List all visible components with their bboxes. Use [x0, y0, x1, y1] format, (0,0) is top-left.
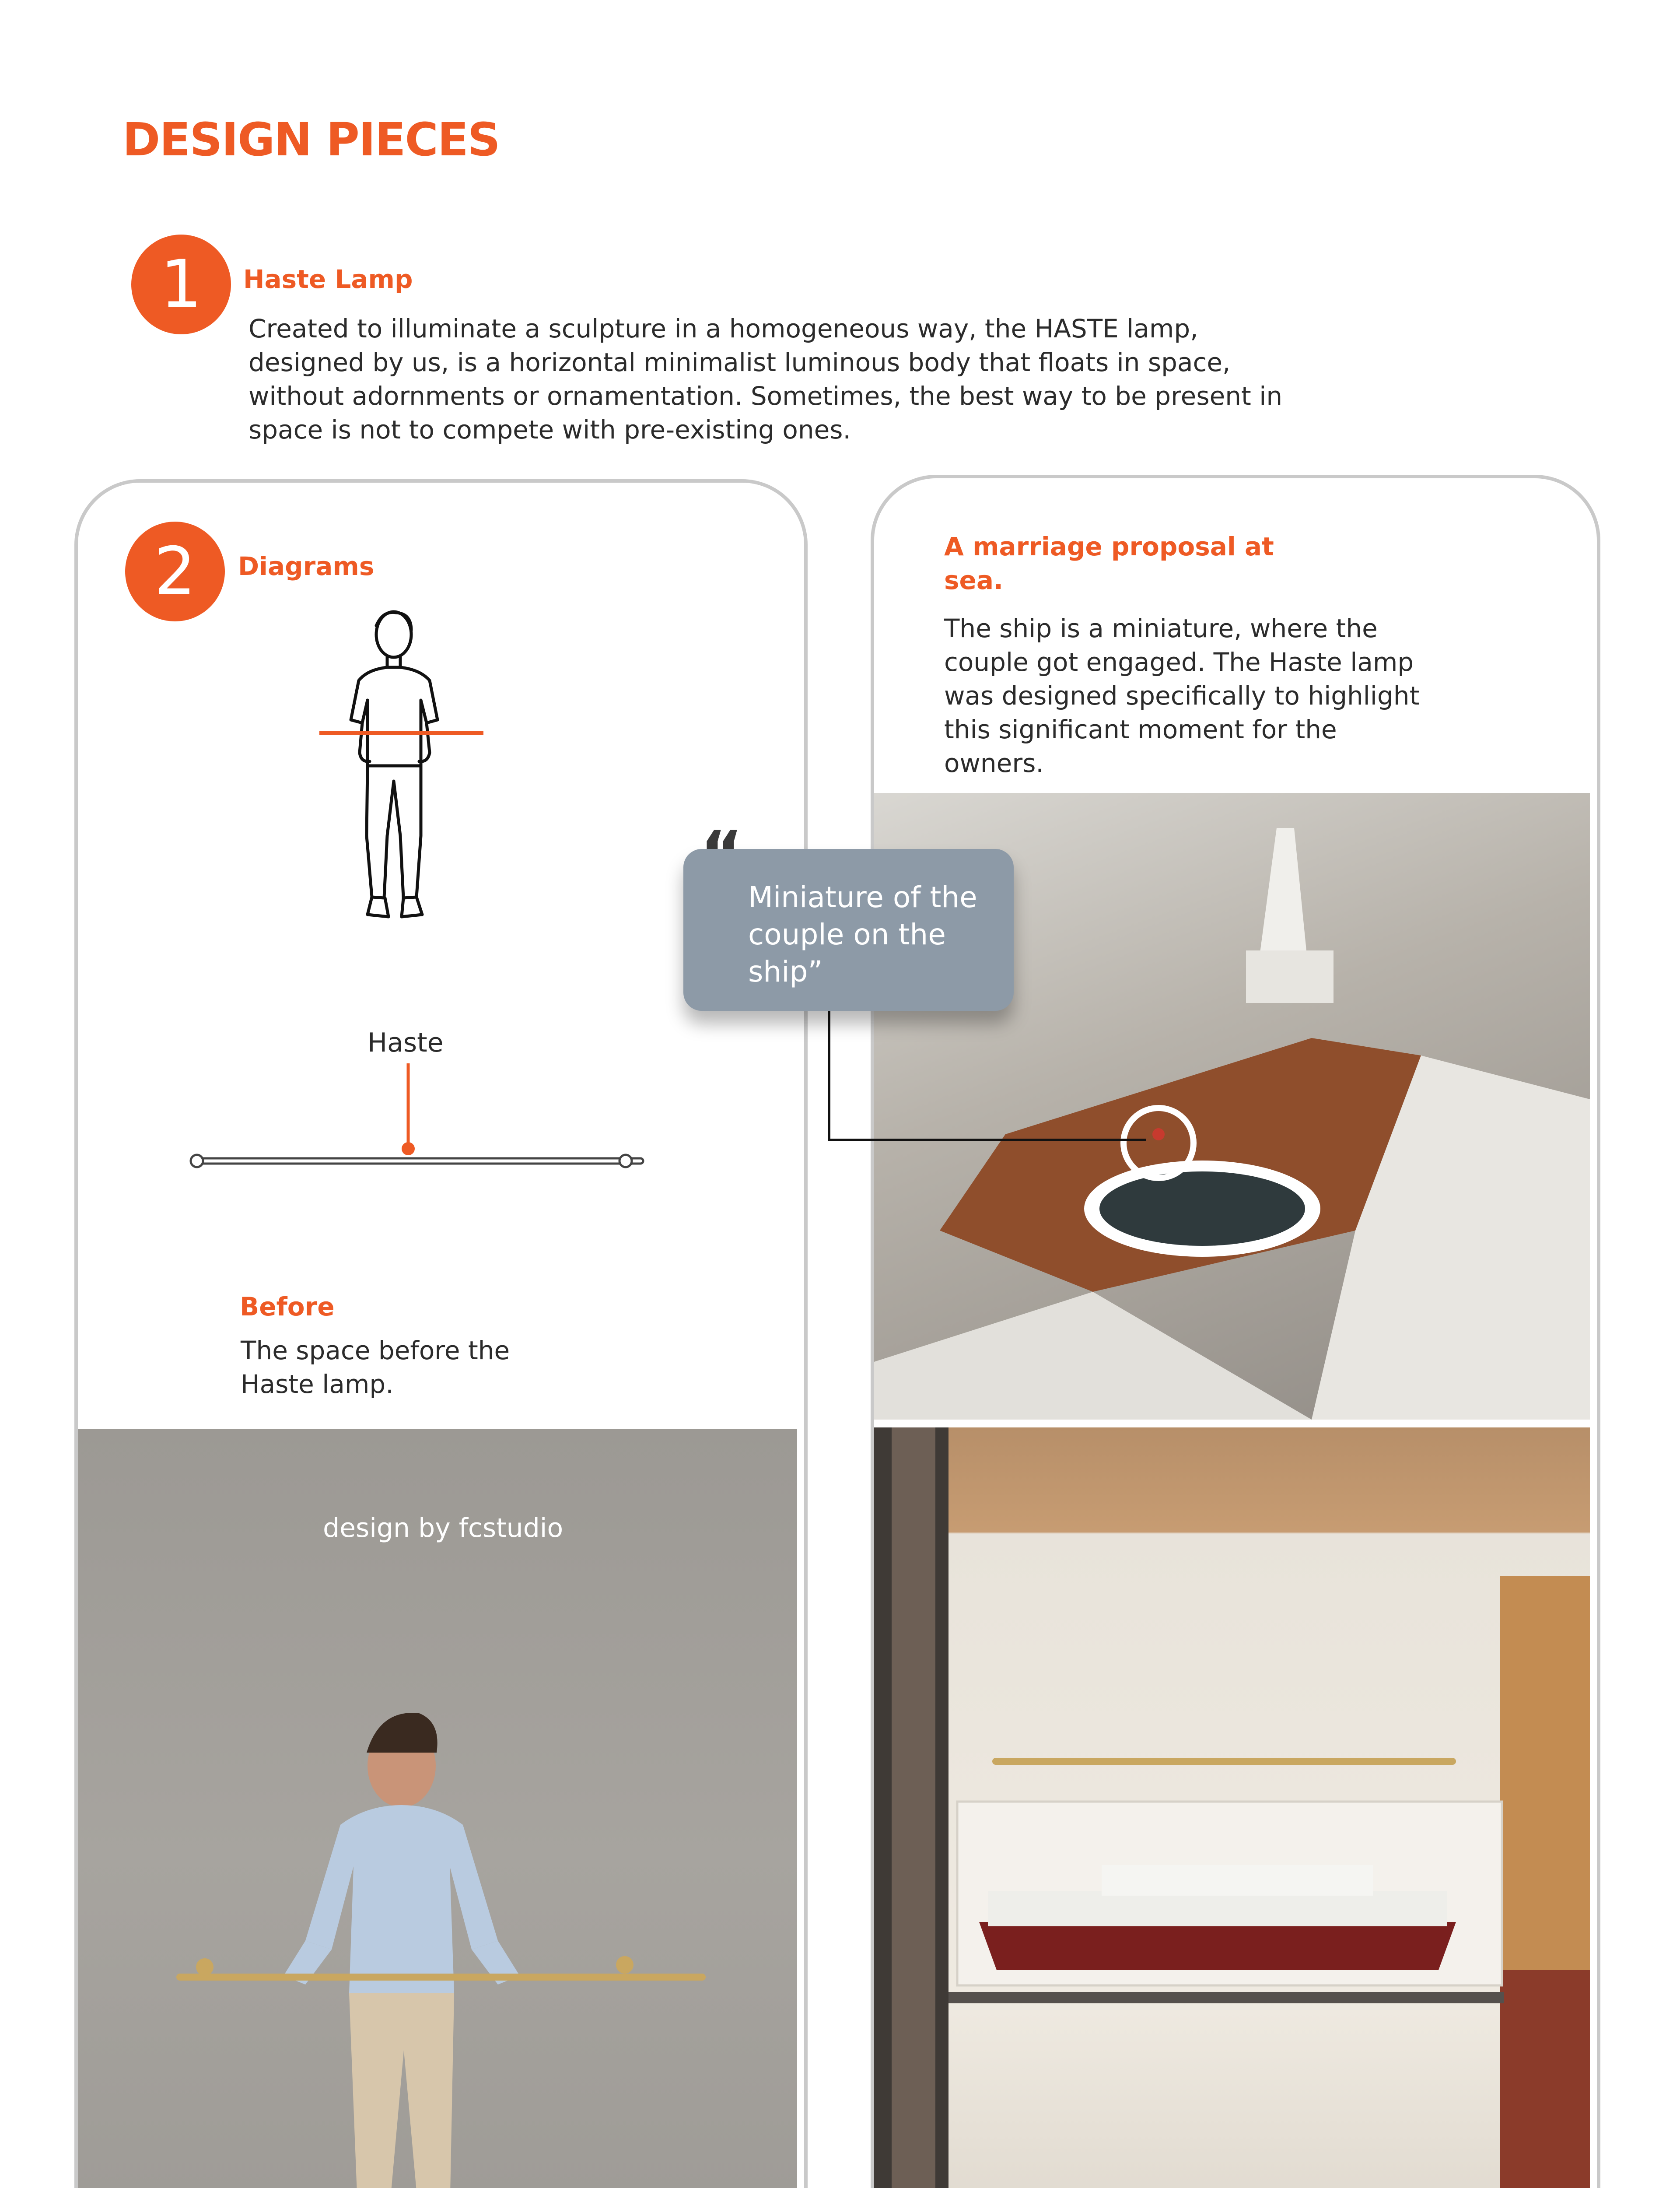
photo-designer-holding-lamp — [78, 1429, 797, 2188]
page-title: DESIGN PIECES — [122, 113, 500, 166]
section-number: 2 — [154, 533, 196, 610]
section-number-badge — [131, 235, 231, 334]
photo-caption: design by fcstudio — [323, 1513, 564, 1543]
callout-text: Miniature of the couple on the ship” — [748, 880, 977, 989]
callout-box — [683, 849, 1014, 1011]
section-number: 1 — [160, 246, 202, 323]
before-body: The space before the Haste lamp. — [241, 1336, 510, 1399]
section-title-haste-lamp: Haste Lamp — [243, 264, 413, 294]
section-title-diagrams: Diagrams — [238, 551, 374, 581]
callout-connector — [822, 1002, 1155, 1147]
diagram-label-haste: Haste — [368, 1027, 444, 1058]
proposal-title: A marriage proposal at sea. — [944, 532, 1274, 595]
person-outline-icon — [306, 608, 499, 923]
before-title: Before — [240, 1292, 335, 1322]
photo-ship-display-with-lamp — [874, 1427, 1590, 2188]
section-number-badge — [125, 522, 225, 621]
lamp-diagram-icon — [184, 1063, 656, 1177]
section-body-haste-lamp: Created to illuminate a sculpture in a homogeneous way, the HASTE lamp, designed by us, is a horizontal minimalist luminous body that floats in space, without adornments or ornamentation. Sometimes, the best way to be present in space is not to compete with pre-existing ones. — [248, 314, 1283, 445]
man-with-lamp-illustration — [78, 1429, 797, 2188]
proposal-body: The ship is a miniature, where the couple got engaged. The Haste lamp was designed specifically to highlight this significant moment for the owners. — [944, 614, 1420, 778]
display-case-illustration — [874, 1427, 1590, 2188]
